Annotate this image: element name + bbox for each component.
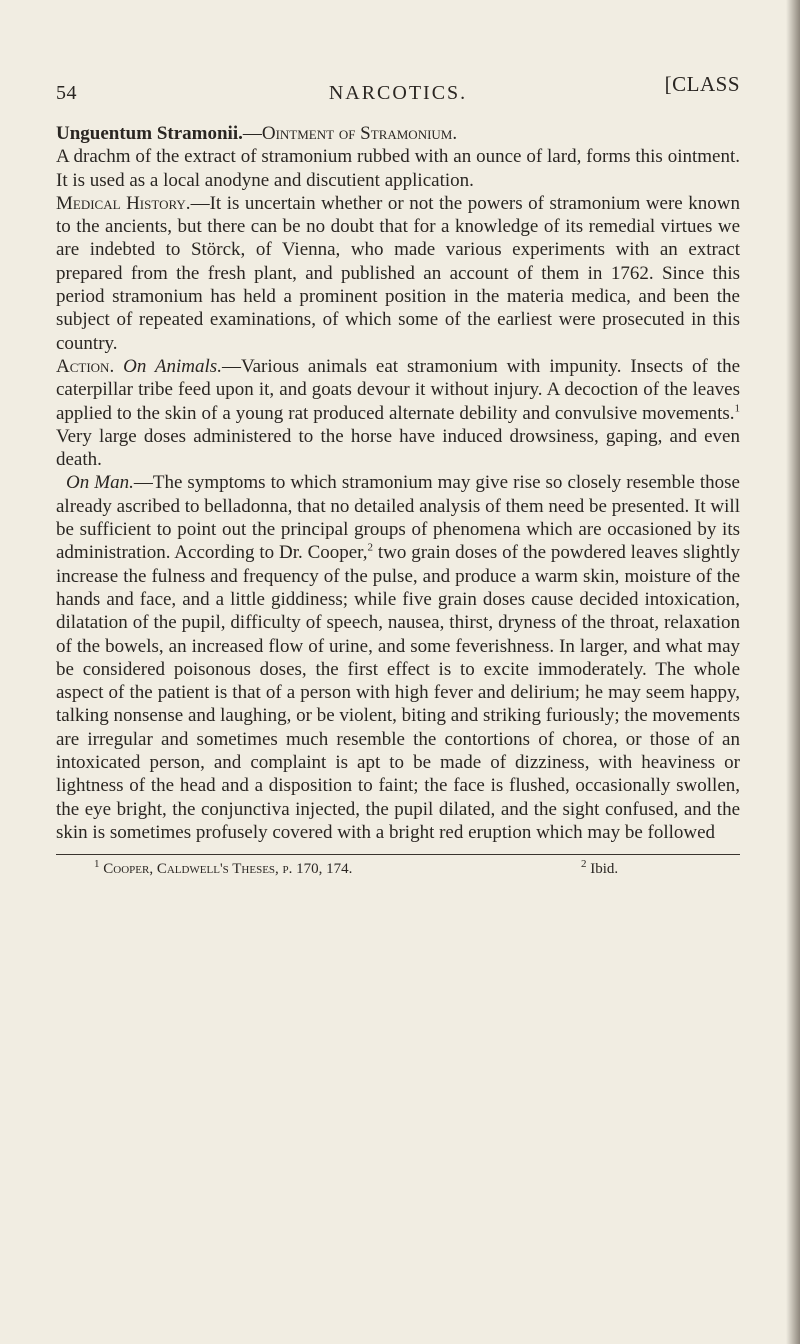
page-number: 54 [56,82,77,104]
footnote-text: Ibid. [590,861,619,878]
section-heading-action: Action. [56,355,115,377]
body-text [56,122,740,844]
page-edge-shadow [786,0,800,1344]
section-heading-unguentum: Unguentum Stramonii. [56,123,243,144]
paragraph-unguentum [56,122,740,192]
footnote-text: Cooper, Caldwell's Theses, p. 170, 174. [103,861,353,878]
footnote-mark: 2 [581,858,587,871]
footnote-1 [94,858,353,878]
paragraph-on-man [56,471,740,844]
paragraph-medical-history [56,192,740,355]
running-head [56,72,740,122]
paragraph-text: —The symptoms to which stramonium may give rise so closely resemble those already ascribed to belladonna, that no detailed analysis of them need be presented. It will be sufficient to point out the principal groups of phenomena which are occasioned by its administration. According to Dr. Cooper, [56,472,740,564]
footnote-ref-2: 2 [367,542,374,555]
running-title: NARCOTICS. [328,82,468,104]
paragraph-action [56,355,740,471]
paragraph-text: A drachm of the extract of stramonium rubbed with an ounce of lard, forms this ointment. It is used as a local anodyne and discutient application. [56,146,740,191]
paragraph-text: —Various animals eat stramonium with impunity. Insects of the caterpillar tribe feed upon it, and goats devour it without injury. A decoction of the leaves applied to the skin of a young rat produced alternate debility and convulsive movements. [56,355,740,424]
paragraph-text: —It is uncertain whether or not the powers of stramonium were known to the ancients, but there can be no doubt that for a knowledge of its remedial virtues we are indebted to Störck, of Vienna, who made various experiments with an extract prepared from the fresh plant, and published an account of them in 1762. Since this period stramonium has held a prominent position in the materia medica, and been the subject of repeated examinations, of which some of the earliest were prosecuted in this country. [56,192,740,354]
book-page [56,72,741,1322]
paragraph-text-continued: two grain doses of the powdered leaves slightly increase the fulness and frequency of the pulse, and produce a warm skin, moisture of the hands and face, and a little giddiness; while five grain doses cause decided intoxication, dilatation of the pupil, difficulty of speech, nausea, thirst, dryness of the throat, relaxation of the bowels, an increased flow of urine, and some feverishness. In larger, and what may be considered poisonous doses, the first effect is to excite immoderately. The whole aspect of the patient is that of a person with high fever and delirium; he may seem happy, talking nonsense and laughing, or be violent, biting and striking furiously; the movements are irregular and sometimes much resemble the contortions of chorea, or those of an intoxicated person, and complaint is apt to be made of dizziness, with heaviness or lightness of the head and a disposition to faint; the face is flushed, occasionally swollen, the eye bright, the conjunctiva injected, the pupil dilated, and the sight confused, and the skin is sometimes profusely covered with a bright red eruption which may be followed [56,542,741,843]
class-label: [CLASS [664,72,740,96]
section-subheading-ointment: —Ointment of Stramonium. [242,123,458,144]
footnote-mark: 1 [94,858,100,871]
section-heading-medical-history: Medical History. [56,192,191,214]
footnote-divider [56,854,740,855]
subheading-on-animals: On Animals. [123,355,222,377]
footnote-2 [581,858,619,878]
footnotes [56,858,740,887]
subheading-on-man: On Man. [66,472,134,494]
paragraph-text-continued: Very large doses administered to the horse have induced drowsiness, gaping, and even death. [56,425,740,471]
footnote-ref-1: 1 [734,402,740,415]
